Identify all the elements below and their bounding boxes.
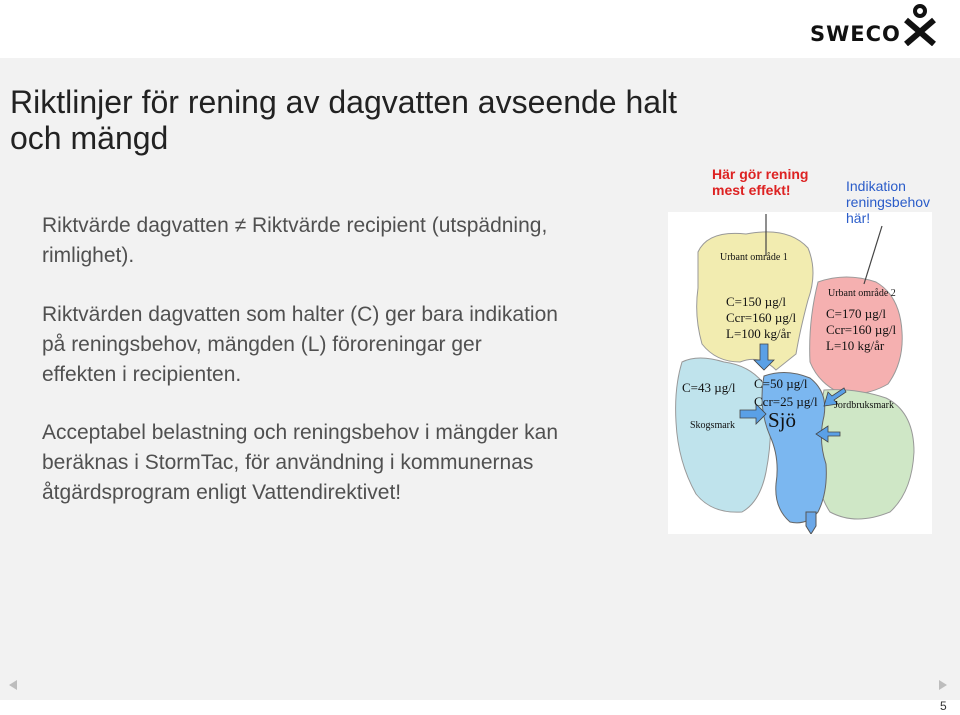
lake-label: Sjö	[768, 408, 797, 432]
logo-text: SWECO	[810, 22, 901, 46]
blue-callout-line-1: Indikation	[846, 178, 906, 194]
lake-outlet-arrow	[806, 512, 816, 534]
p2-line-1: Riktvärden dagvatten som halter (C) ger bara indikation	[42, 303, 558, 326]
catchment-map-drawing	[668, 212, 932, 534]
red-callout	[712, 166, 808, 198]
blue-callout	[846, 178, 930, 226]
previous-slide-icon[interactable]	[9, 680, 17, 690]
slide-title	[10, 84, 890, 156]
urban-area-1-label: Urbant område 1	[720, 252, 788, 263]
sweco-logo	[810, 4, 940, 50]
blue-callout-pointer	[864, 226, 882, 284]
p3-line-1: Acceptabel belastning och reningsbehov i mängder kan	[42, 421, 559, 444]
urban-area-2-ccr: Ccr=160 µg/l	[826, 322, 897, 337]
forest-label: Skogsmark	[690, 420, 735, 431]
p1-line-1: Riktvärde dagvatten ≠ Riktvärde recipient (utspädning,	[42, 214, 548, 237]
paragraph-stormtac	[42, 418, 652, 508]
urban-area-1-ccr: Ccr=160 µg/l	[726, 310, 797, 325]
p2-line-2: på reningsbehov, mängden (L) föroreningar ger	[42, 333, 482, 356]
sweco-mark-icon	[902, 4, 938, 46]
forest-c: C=43 µg/l	[682, 380, 736, 395]
p2-line-3: effekten i recipienten.	[42, 363, 242, 386]
red-callout-line-2: mest effekt!	[712, 182, 791, 198]
page-number: 5	[940, 699, 947, 713]
urban-area-2-label: Urbant område 2	[828, 288, 896, 299]
paragraph-guideline-values	[42, 211, 642, 271]
next-slide-icon[interactable]	[939, 680, 947, 690]
title-line-1: Riktlinjer för rening av dagvatten avseende halt	[10, 84, 678, 120]
title-line-2: och mängd	[10, 120, 169, 156]
lake-ccr: Ccr=25 µg/l	[754, 394, 818, 409]
red-callout-line-1: Här gör rening	[712, 166, 809, 182]
urban-area-1-l: L=100 kg/år	[726, 326, 791, 341]
lake-c: C=50 µg/l	[754, 376, 808, 391]
p3-line-3: åtgärdsprogram enligt Vattendirektivet!	[42, 481, 402, 504]
blue-callout-line-3: här!	[846, 210, 871, 226]
urban-area-1-c: C=150 µg/l	[726, 294, 786, 309]
farmland-label: Jordbruksmark	[834, 400, 894, 411]
p1-line-2: rimlighet).	[42, 244, 135, 267]
urban-area-2-c: C=170 µg/l	[826, 306, 886, 321]
catchment-map	[668, 212, 932, 534]
paragraph-concentrations	[42, 300, 662, 390]
urban-area-2-l: L=10 kg/år	[826, 338, 885, 353]
blue-callout-line-2: reningsbehov	[846, 194, 931, 210]
p3-line-2: beräknas i StormTac, för användning i kommunernas	[42, 451, 534, 474]
